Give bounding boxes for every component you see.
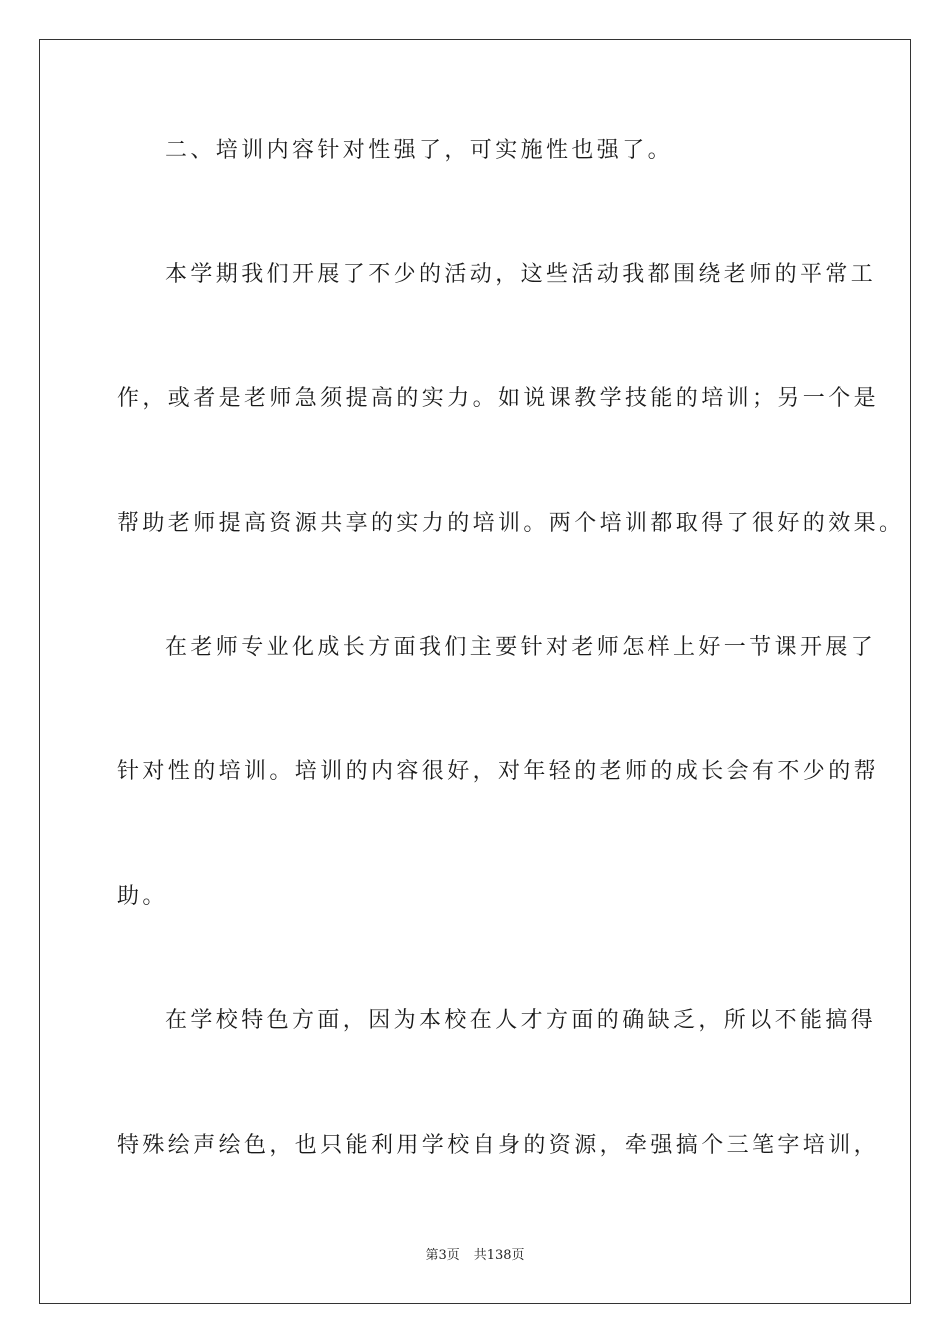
page-number: 第3页 — [425, 1248, 460, 1263]
page-border — [39, 39, 911, 1304]
paragraph-line: 针对性的培训。培训的内容很好，对年轻的老师的成长会有不少的帮 — [117, 759, 880, 784]
paragraph-line: 作，或者是老师急须提高的实力。如说课教学技能的培训；另一个是 — [117, 386, 880, 411]
paragraph-line: 在学校特色方面，因为本校在人才方面的确缺乏，所以不能搞得 — [165, 1008, 877, 1033]
paragraph-line: 特殊绘声绘色，也只能利用学校自身的资源，牵强搞个三笔字培训， — [117, 1133, 880, 1158]
paragraph-line: 本学期我们开展了不少的活动，这些活动我都围绕老师的平常工 — [165, 262, 877, 287]
paragraph-line: 二、培训内容针对性强了，可实施性也强了。 — [165, 138, 674, 163]
total-pages: 共138页 — [473, 1248, 525, 1263]
paragraph-line: 帮助老师提高资源共享的实力的培训。两个培训都取得了很好的效果。 — [117, 511, 905, 536]
paragraph-line: 助。 — [117, 884, 168, 909]
page-footer — [0, 1247, 950, 1265]
paragraph-line: 在老师专业化成长方面我们主要针对老师怎样上好一节课开展了 — [165, 635, 877, 660]
